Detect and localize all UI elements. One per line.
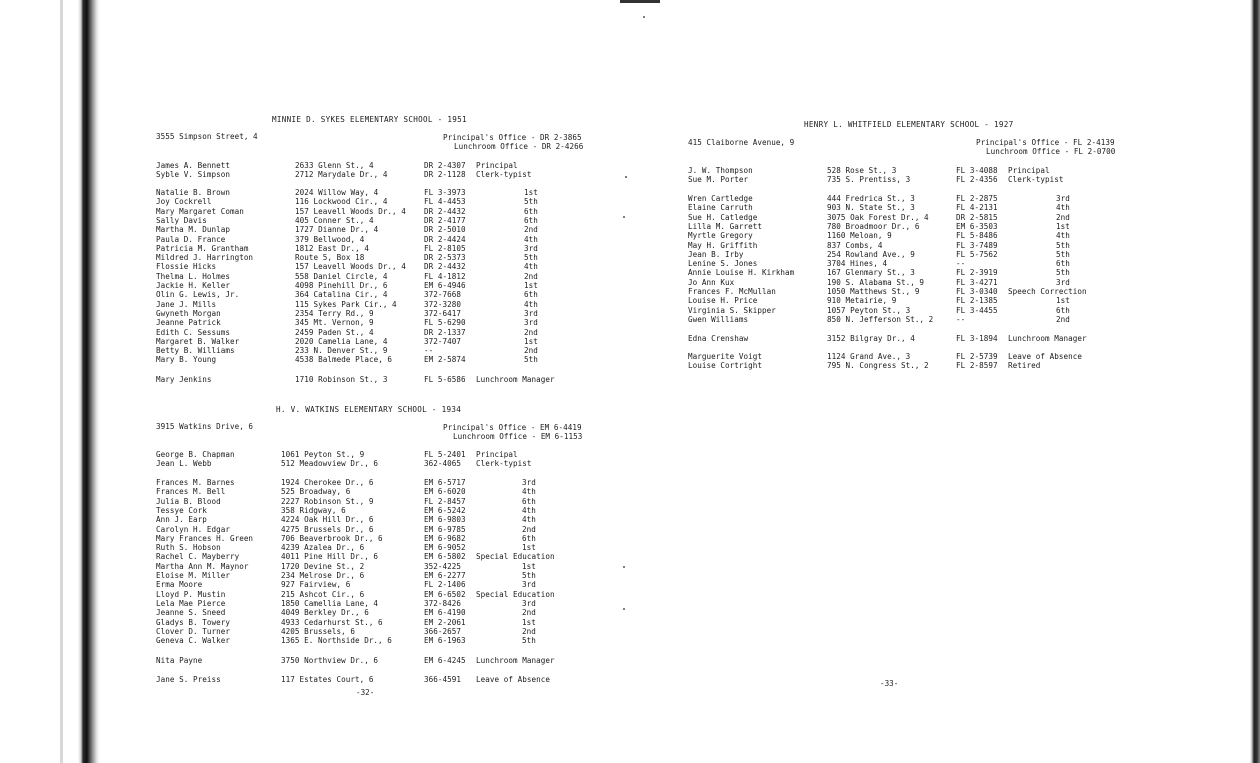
address: 3750 Northview Dr., 6 bbox=[281, 656, 379, 665]
scan-speck bbox=[623, 216, 625, 218]
phone-number: EM 6-3503 bbox=[956, 221, 998, 231]
address: 735 S. Prentiss, 3 bbox=[827, 175, 911, 185]
assignment: 6th bbox=[1056, 305, 1070, 315]
address: 4224 Oak Hill Dr., 6 bbox=[281, 515, 374, 525]
assignment: 6th bbox=[1056, 259, 1070, 269]
assignment: Lunchroom Manager bbox=[1008, 334, 1087, 343]
binding-shadow-left bbox=[78, 0, 100, 763]
person-name: J. W. Thompson bbox=[688, 166, 753, 175]
phone-number: DR 2-4432 bbox=[424, 262, 466, 272]
phone-number: DR 2-5815 bbox=[956, 212, 998, 222]
phone-number: EM 6-5717 bbox=[424, 478, 466, 487]
phone-number: DR 2-4432 bbox=[424, 206, 466, 216]
phone-number: FL 5-6586 bbox=[424, 375, 466, 384]
address: 3152 Bilgray Dr., 4 bbox=[827, 334, 915, 343]
scan-speck bbox=[623, 566, 625, 568]
phone-number: FL 3-4455 bbox=[956, 305, 998, 315]
address: 1061 Peyton St., 9 bbox=[281, 450, 365, 459]
address: 234 Melrose Dr., 6 bbox=[281, 571, 365, 580]
assignment: 1st bbox=[524, 188, 538, 197]
address: 215 Ashcot Cir., 6 bbox=[281, 589, 365, 599]
person-name: Louise Cortright bbox=[688, 361, 762, 371]
assignment: 2nd bbox=[1056, 314, 1070, 324]
person-name: Erma Moore bbox=[156, 580, 203, 590]
assignment: 3rd bbox=[1056, 277, 1070, 287]
person-name: Frances M. Bell bbox=[156, 487, 226, 497]
person-name: Frances F. McMullan bbox=[688, 287, 776, 296]
address: 405 Conner St., 4 bbox=[295, 215, 374, 225]
phone-number: FL 4-4453 bbox=[424, 197, 466, 207]
person-name: Marguerite Voigt bbox=[688, 352, 762, 361]
person-name: Patricia M. Grantham bbox=[156, 243, 249, 253]
person-name: James A. Bennett bbox=[156, 161, 230, 170]
phone-number: DR 2-4177 bbox=[424, 215, 466, 225]
assignment: 4th bbox=[522, 515, 536, 525]
phone-number: EM 6-4190 bbox=[424, 608, 466, 618]
address: 157 Leavell Woods Dr., 4 bbox=[295, 262, 406, 272]
assignment: 1st bbox=[524, 281, 538, 290]
person-name: Lela Mae Pierce bbox=[156, 598, 226, 608]
address: 910 Metairie, 9 bbox=[827, 296, 897, 306]
address: 4933 Cedarhurst St., 6 bbox=[281, 617, 383, 627]
assignment: 6th bbox=[524, 206, 538, 216]
assignment: 1st bbox=[1056, 296, 1070, 306]
assignment: Clerk-typist bbox=[476, 170, 532, 180]
person-name: Thelma L. Holmes bbox=[156, 271, 230, 281]
person-name: Lloyd P. Mustin bbox=[156, 589, 226, 599]
person-name: Jo Ann Kux bbox=[688, 277, 735, 287]
phone-number: EM 6-9803 bbox=[424, 515, 466, 525]
person-name: Sue H. Catledge bbox=[688, 212, 758, 222]
address: 1160 Meloan, 9 bbox=[827, 231, 892, 241]
phone-number: FL 2-1385 bbox=[956, 296, 998, 306]
assignment: 3rd bbox=[522, 580, 536, 590]
assignment: 4th bbox=[524, 262, 538, 272]
phone-number: FL 2-2875 bbox=[956, 194, 998, 203]
person-name: Elaine Carruth bbox=[688, 203, 753, 213]
person-name: Natalie B. Brown bbox=[156, 188, 230, 197]
person-name: Eloise M. Miller bbox=[156, 571, 230, 580]
assignment: 5th bbox=[522, 636, 536, 646]
address: 233 N. Denver St., 9 bbox=[295, 346, 388, 356]
person-name: May H. Griffith bbox=[688, 240, 758, 250]
phone-number: DR 2-5373 bbox=[424, 253, 466, 263]
assignment: 1st bbox=[522, 543, 536, 553]
phone-number: EM 6-6502 bbox=[424, 589, 466, 599]
phone-number: 372-6417 bbox=[424, 308, 461, 318]
assignment: 6th bbox=[522, 533, 536, 543]
assignment: Special Education bbox=[476, 589, 555, 599]
assignment: 5th bbox=[1056, 240, 1070, 250]
person-name: Joy Cockrell bbox=[156, 197, 212, 207]
person-name: Gwyneth Morgan bbox=[156, 308, 221, 318]
phone-number: 362-4065 bbox=[424, 459, 461, 469]
person-name: Lenine S. Jones bbox=[688, 259, 758, 269]
phone-number: EM 6-9052 bbox=[424, 543, 466, 553]
address: 4239 Azalea Dr., 6 bbox=[281, 543, 365, 553]
assignment: 5th bbox=[524, 197, 538, 207]
principal-office: Principal's Office - DR 2-3865 bbox=[443, 133, 582, 142]
phone-number: FL 5-7562 bbox=[956, 249, 998, 259]
assignment: 2nd bbox=[524, 271, 538, 281]
assignment: 2nd bbox=[524, 346, 538, 356]
address: 1850 Camellia Lane, 4 bbox=[281, 598, 379, 608]
phone-number: DR 2-5010 bbox=[424, 225, 466, 235]
assignment: Principal bbox=[476, 161, 518, 170]
address: 4205 Brussels, 6 bbox=[281, 626, 355, 636]
assignment: 3rd bbox=[522, 478, 536, 487]
assignment: 6th bbox=[524, 290, 538, 300]
scan-smudge bbox=[620, 0, 660, 3]
phone-number: -- bbox=[956, 314, 966, 324]
assignment: 4th bbox=[524, 234, 538, 244]
assignment: Principal bbox=[476, 450, 518, 459]
address: 1710 Robinson St., 3 bbox=[295, 375, 388, 384]
school-address: 415 Claiborne Avenue, 9 bbox=[688, 138, 795, 147]
person-name: Mary B. Young bbox=[156, 355, 217, 365]
address: 345 Mt. Vernon, 9 bbox=[295, 318, 374, 328]
phone-number: EM 6-5242 bbox=[424, 505, 466, 515]
person-name: Sue M. Porter bbox=[688, 175, 749, 185]
person-name: Myrtle Gregory bbox=[688, 231, 753, 241]
phone-number: FL 2-5739 bbox=[956, 352, 998, 361]
phone-number: 372-3280 bbox=[424, 299, 461, 309]
phone-number: DR 2-1128 bbox=[424, 170, 466, 180]
school-title: MINNIE D. SYKES ELEMENTARY SCHOOL - 1951 bbox=[272, 115, 467, 124]
assignment: 5th bbox=[1056, 249, 1070, 259]
person-name: Mary Margaret Coman bbox=[156, 206, 244, 216]
phone-number: -- bbox=[424, 346, 434, 356]
address: 1124 Grand Ave., 3 bbox=[827, 352, 911, 361]
address: 4049 Berkley Dr., 6 bbox=[281, 608, 369, 618]
person-name: Ruth S. Hobson bbox=[156, 543, 221, 553]
phone-number: EM 6-2277 bbox=[424, 571, 466, 580]
person-name: Carolyn H. Edgar bbox=[156, 524, 230, 534]
address: 190 S. Alabama St., 9 bbox=[827, 277, 925, 287]
address: 706 Beaverbrook Dr., 6 bbox=[281, 533, 383, 543]
assignment: 3rd bbox=[1056, 194, 1070, 203]
address: 1050 Matthews St., 9 bbox=[827, 287, 920, 296]
person-name: Lilla M. Garrett bbox=[688, 221, 762, 231]
assignment: Principal bbox=[1008, 166, 1050, 175]
principal-office: Principal's Office - EM 6-4419 bbox=[443, 423, 582, 432]
assignment: 2nd bbox=[522, 608, 536, 618]
phone-number: EM 6-5802 bbox=[424, 552, 466, 562]
address: 364 Catalina Cir., 4 bbox=[295, 290, 388, 300]
phone-number: EM 6-4245 bbox=[424, 656, 466, 665]
person-name: Julia B. Blood bbox=[156, 496, 221, 506]
assignment: 1st bbox=[524, 336, 538, 346]
address: 2227 Robinson St., 9 bbox=[281, 496, 374, 506]
address: 4011 Pine Hill Dr., 6 bbox=[281, 552, 379, 562]
person-name: Jeanne S. Sneed bbox=[156, 608, 226, 618]
lunchroom-office: Lunchroom Office - FL 2-0700 bbox=[986, 147, 1116, 156]
assignment: 1st bbox=[522, 617, 536, 627]
person-name: Gwen Williams bbox=[688, 314, 749, 324]
phone-number: FL 3-4088 bbox=[956, 166, 998, 175]
person-name: Jean L. Webb bbox=[156, 459, 212, 469]
person-name: Edna Crenshaw bbox=[688, 334, 749, 343]
person-name: Tessye Cork bbox=[156, 505, 207, 515]
assignment: Lunchroom Manager bbox=[476, 656, 555, 665]
assignment: 5th bbox=[522, 571, 536, 580]
person-name: Edith C. Sessums bbox=[156, 327, 230, 337]
address: 837 Combs, 4 bbox=[827, 240, 883, 250]
assignment: Clerk-typist bbox=[476, 459, 532, 469]
person-name: Frances M. Barnes bbox=[156, 478, 235, 487]
phone-number: EM 6-9682 bbox=[424, 533, 466, 543]
address: 1924 Cherokee Dr., 6 bbox=[281, 478, 374, 487]
assignment: 3rd bbox=[524, 318, 538, 328]
scan-speck bbox=[623, 608, 625, 610]
address: 512 Meadowview Dr., 6 bbox=[281, 459, 379, 469]
phone-number: EM 2-2061 bbox=[424, 617, 466, 627]
address: 1812 East Dr., 4 bbox=[295, 243, 369, 253]
phone-number: EM 2-5874 bbox=[424, 355, 466, 365]
phone-number: EM 6-9785 bbox=[424, 524, 466, 534]
phone-number: FL 3-3973 bbox=[424, 188, 466, 197]
phone-number: FL 5-8486 bbox=[956, 231, 998, 241]
person-name: Wren Cartledge bbox=[688, 194, 753, 203]
phone-number: DR 2-4424 bbox=[424, 234, 466, 244]
address: 1727 Dianne Dr., 4 bbox=[295, 225, 379, 235]
person-name: George B. Chapman bbox=[156, 450, 235, 459]
person-name: Virginia S. Skipper bbox=[688, 305, 776, 315]
person-name: Betty B. Williams bbox=[156, 346, 235, 356]
binding-shadow-right bbox=[1250, 0, 1260, 763]
person-name: Mary Jenkins bbox=[156, 375, 212, 384]
phone-number: FL 2-3919 bbox=[956, 268, 998, 278]
phone-number: 366-4591 bbox=[424, 675, 461, 684]
assignment: Retired bbox=[1008, 361, 1041, 371]
person-name: Jean B. Irby bbox=[688, 249, 744, 259]
person-name: Clover D. Turner bbox=[156, 626, 230, 636]
address: 115 Sykes Park Cir., 4 bbox=[295, 299, 397, 309]
person-name: Louise H. Price bbox=[688, 296, 758, 306]
assignment: 3rd bbox=[524, 308, 538, 318]
school-address: 3555 Simpson Street, 4 bbox=[156, 132, 258, 141]
phone-number: EM 6-1963 bbox=[424, 636, 466, 646]
person-name: Ann J. Earp bbox=[156, 515, 207, 525]
person-name: Martha Ann M. Maynor bbox=[156, 561, 249, 571]
person-name: Flossie Hicks bbox=[156, 262, 217, 272]
phone-number: 372-7407 bbox=[424, 336, 461, 346]
assignment: 4th bbox=[522, 505, 536, 515]
person-name: Mary Frances H. Green bbox=[156, 533, 254, 543]
phone-number: DR 2-4307 bbox=[424, 161, 466, 170]
assignment: 4th bbox=[1056, 231, 1070, 241]
address: 2020 Camelia Lane, 4 bbox=[295, 336, 388, 346]
phone-number: FL 2-8457 bbox=[424, 496, 466, 506]
phone-number: EM 6-6020 bbox=[424, 487, 466, 497]
address: 2354 Terry Rd., 9 bbox=[295, 308, 374, 318]
address: 3704 Hines, 4 bbox=[827, 259, 888, 269]
phone-number: FL 2-8597 bbox=[956, 361, 998, 371]
address: 927 Fairview, 6 bbox=[281, 580, 351, 590]
address: 167 Glenmary St., 3 bbox=[827, 268, 915, 278]
phone-number: FL 3-0340 bbox=[956, 287, 998, 296]
assignment: Leave of Absence bbox=[476, 675, 550, 684]
address: 254 Rowland Ave., 9 bbox=[827, 249, 915, 259]
address: 528 Rose St., 3 bbox=[827, 166, 897, 175]
phone-number: FL 2-1406 bbox=[424, 580, 466, 590]
person-name: Paula D. France bbox=[156, 234, 226, 244]
assignment: Special Education bbox=[476, 552, 555, 562]
assignment: 2nd bbox=[522, 626, 536, 636]
address: 2024 Willow Way, 4 bbox=[295, 188, 379, 197]
phone-number: FL 3-1894 bbox=[956, 334, 998, 343]
assignment: 3rd bbox=[522, 598, 536, 608]
assignment: Speech Correction bbox=[1008, 287, 1087, 296]
assignment: 5th bbox=[1056, 268, 1070, 278]
assignment: 6th bbox=[524, 215, 538, 225]
phone-number: EM 6-4946 bbox=[424, 281, 466, 290]
phone-number: 352-4225 bbox=[424, 561, 461, 571]
assignment: 6th bbox=[522, 496, 536, 506]
person-name: Annie Louise H. Kirkham bbox=[688, 268, 795, 278]
person-name: Jeanne Patrick bbox=[156, 318, 221, 328]
person-name: Sally Davis bbox=[156, 215, 207, 225]
address: 358 Ridgway, 6 bbox=[281, 505, 346, 515]
lunchroom-office: Lunchroom Office - EM 6-1153 bbox=[453, 432, 583, 441]
address: 1365 E. Northside Dr., 6 bbox=[281, 636, 392, 646]
address: 2633 Glenn St., 4 bbox=[295, 161, 374, 170]
binding-edge bbox=[60, 0, 63, 763]
phone-number: -- bbox=[956, 259, 966, 269]
scan-speck bbox=[625, 176, 627, 178]
phone-number: FL 3-7489 bbox=[956, 240, 998, 250]
person-name: Syble V. Simpson bbox=[156, 170, 230, 180]
address: 558 Daniel Circle, 4 bbox=[295, 271, 388, 281]
person-name: Margaret B. Walker bbox=[156, 336, 240, 346]
address: 2712 Marydale Dr., 4 bbox=[295, 170, 388, 180]
address: 1057 Peyton St., 3 bbox=[827, 305, 911, 315]
assignment: 5th bbox=[524, 253, 538, 263]
person-name: Martha M. Dunlap bbox=[156, 225, 230, 235]
phone-number: FL 4-1812 bbox=[424, 271, 466, 281]
school-address: 3915 Watkins Drive, 6 bbox=[156, 422, 254, 431]
address: 850 N. Jefferson St., 2 bbox=[827, 314, 934, 324]
person-name: Rachel C. Mayberry bbox=[156, 552, 240, 562]
person-name: Gladys B. Towery bbox=[156, 617, 230, 627]
address: 780 Broadmoor Dr., 6 bbox=[827, 221, 920, 231]
person-name: Geneva C. Walker bbox=[156, 636, 230, 646]
assignment: Lunchroom Manager bbox=[476, 375, 555, 384]
address: 116 Lockwood Cir., 4 bbox=[295, 197, 388, 207]
scan-speck bbox=[643, 16, 645, 18]
assignment: 1st bbox=[1056, 221, 1070, 231]
person-name: Jackie H. Keller bbox=[156, 281, 230, 290]
address: 1720 Devine St., 2 bbox=[281, 561, 365, 571]
school-title: HENRY L. WHITFIELD ELEMENTARY SCHOOL - 1927 bbox=[804, 120, 1014, 129]
assignment: 2nd bbox=[524, 225, 538, 235]
phone-number: FL 5-6290 bbox=[424, 318, 466, 328]
person-name: Jane J. Mills bbox=[156, 299, 217, 309]
person-name: Jane S. Preiss bbox=[156, 675, 221, 684]
address: 4275 Brussels Dr., 6 bbox=[281, 524, 374, 534]
address: 157 Leavell Woods Dr., 4 bbox=[295, 206, 406, 216]
phone-number: DR 2-1337 bbox=[424, 327, 466, 337]
address: Route 5, Box 18 bbox=[295, 253, 365, 263]
address: 4538 Balmede Place, 6 bbox=[295, 355, 393, 365]
assignment: 2nd bbox=[522, 524, 536, 534]
page-number: -33- bbox=[880, 679, 899, 688]
phone-number: FL 5-2401 bbox=[424, 450, 466, 459]
assignment: 4th bbox=[522, 487, 536, 497]
phone-number: 372-7668 bbox=[424, 290, 461, 300]
address: 903 N. State St., 3 bbox=[827, 203, 915, 213]
address: 2459 Paden St., 4 bbox=[295, 327, 374, 337]
assignment: 2nd bbox=[524, 327, 538, 337]
assignment: 2nd bbox=[1056, 212, 1070, 222]
address: 3075 Oak Forest Dr., 4 bbox=[827, 212, 929, 222]
principal-office: Principal's Office - FL 2-4139 bbox=[976, 138, 1115, 147]
address: 4098 Pinehill Dr., 6 bbox=[295, 281, 388, 290]
assignment: 1st bbox=[522, 561, 536, 571]
person-name: Nita Payne bbox=[156, 656, 203, 665]
address: 795 N. Congress St., 2 bbox=[827, 361, 929, 371]
phone-number: FL 3-4271 bbox=[956, 277, 998, 287]
assignment: 4th bbox=[1056, 203, 1070, 213]
phone-number: 366-2657 bbox=[424, 626, 461, 636]
school-title: H. V. WATKINS ELEMENTARY SCHOOL - 1934 bbox=[276, 405, 462, 414]
address: 444 Fredrica St., 3 bbox=[827, 194, 915, 203]
phone-number: FL 2-8105 bbox=[424, 243, 466, 253]
phone-number: 372-8426 bbox=[424, 598, 461, 608]
person-name: Olin G. Lewis, Jr. bbox=[156, 290, 240, 300]
lunchroom-office: Lunchroom Office - DR 2-4266 bbox=[454, 142, 584, 151]
address: 525 Broadway, 6 bbox=[281, 487, 351, 497]
assignment: 5th bbox=[524, 355, 538, 365]
assignment: Clerk-typist bbox=[1008, 175, 1064, 185]
phone-number: FL 4-2131 bbox=[956, 203, 998, 213]
phone-number: FL 2-4356 bbox=[956, 175, 998, 185]
address: 379 Bellwood, 4 bbox=[295, 234, 365, 244]
page-number: -32- bbox=[356, 688, 375, 697]
assignment: Leave of Absence bbox=[1008, 352, 1082, 361]
assignment: 4th bbox=[524, 299, 538, 309]
assignment: 3rd bbox=[524, 243, 538, 253]
address: 117 Estates Court, 6 bbox=[281, 675, 374, 684]
person-name: Mildred J. Harrington bbox=[156, 253, 254, 263]
